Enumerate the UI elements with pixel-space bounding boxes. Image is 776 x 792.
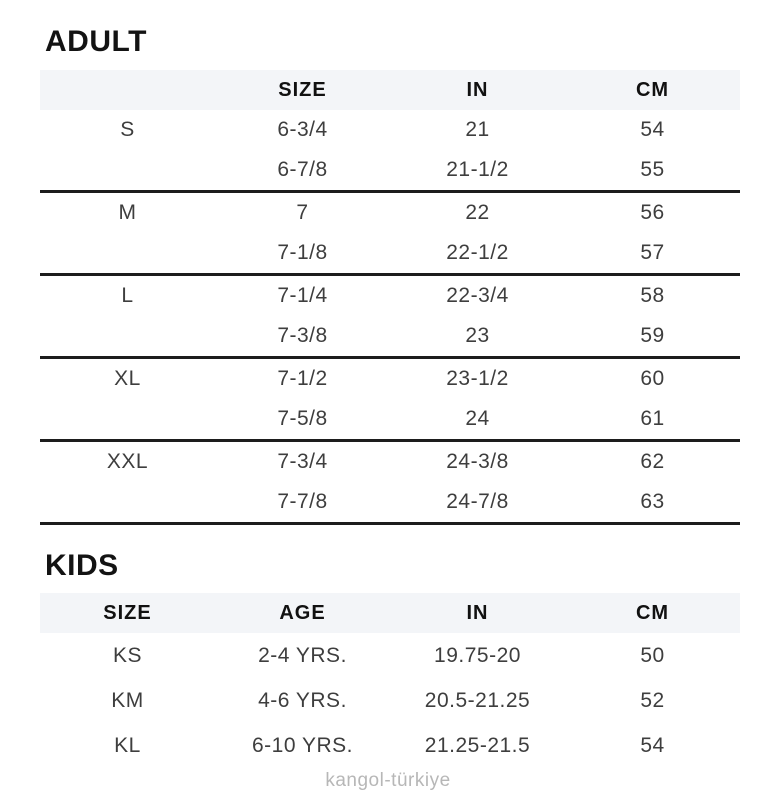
adult-size-table xyxy=(40,70,740,525)
site-credit-text: kangol-türkiye xyxy=(325,770,451,791)
table-row xyxy=(40,316,740,358)
header-row xyxy=(40,70,740,110)
kids-table-header xyxy=(40,593,740,633)
age-cell: 4-6 YRS. xyxy=(258,688,347,712)
in-cell: 22-3/4 xyxy=(446,284,509,307)
in-cell: 19.75-20 xyxy=(434,643,521,667)
table-row xyxy=(40,150,740,192)
kids-size-table xyxy=(40,593,740,768)
table-row xyxy=(40,723,740,768)
in-cell: 23-1/2 xyxy=(446,367,509,390)
size-group-label: S xyxy=(120,118,135,141)
size-cell: 7-3/4 xyxy=(277,450,328,473)
size-cell: 7-1/2 xyxy=(277,367,328,390)
table-row xyxy=(40,275,740,317)
age-cell: 2-4 YRS. xyxy=(258,643,347,667)
size-cell: 7-5/8 xyxy=(215,399,390,441)
cm-cell: 61 xyxy=(565,399,740,441)
size-group-label xyxy=(40,233,215,275)
column-header-size: SIZE xyxy=(215,70,390,110)
table-row xyxy=(40,482,740,524)
in-cell: 24 xyxy=(390,399,565,441)
size-cell: 7-1/4 xyxy=(277,284,328,307)
table-row xyxy=(40,678,740,723)
column-header-in: IN xyxy=(390,70,565,110)
column-header-age: AGE xyxy=(215,593,390,633)
table-row xyxy=(40,192,740,234)
size-group-label: XL xyxy=(114,367,141,390)
cm-cell: 62 xyxy=(640,450,665,473)
column-header-in: IN xyxy=(390,593,565,633)
kids-section-title: KIDS xyxy=(45,549,119,582)
size-group-label: KM xyxy=(111,688,144,712)
in-cell: 23 xyxy=(390,316,565,358)
table-row xyxy=(40,233,740,275)
age-cell: 6-10 YRS. xyxy=(252,733,353,757)
cm-cell: 59 xyxy=(565,316,740,358)
adult-table-header xyxy=(40,70,740,110)
size-group-label xyxy=(40,482,215,524)
header-row xyxy=(40,593,740,633)
cm-cell: 54 xyxy=(640,118,665,141)
size-group-label: KS xyxy=(112,643,142,667)
cm-cell: 58 xyxy=(640,284,665,307)
in-cell: 24-7/8 xyxy=(390,482,565,524)
cm-cell: 50 xyxy=(640,643,665,667)
size-cell: 6-3/4 xyxy=(277,118,328,141)
column-header-blank xyxy=(40,70,215,110)
adult-section-title: ADULT xyxy=(45,25,147,58)
cm-cell: 57 xyxy=(565,233,740,275)
table-row xyxy=(40,110,740,150)
size-cell: 7 xyxy=(296,201,309,224)
cm-cell: 54 xyxy=(640,733,665,757)
size-group-label xyxy=(40,316,215,358)
size-cell: 7-3/8 xyxy=(215,316,390,358)
size-group-label xyxy=(40,150,215,192)
in-cell: 21-1/2 xyxy=(390,150,565,192)
cm-cell: 60 xyxy=(640,367,665,390)
in-cell: 21.25-21.5 xyxy=(424,733,531,757)
in-cell: 20.5-21.25 xyxy=(424,688,531,712)
in-cell: 22-1/2 xyxy=(390,233,565,275)
table-row xyxy=(40,633,740,678)
size-group-label: M xyxy=(118,201,137,224)
cm-cell: 55 xyxy=(565,150,740,192)
in-cell: 22 xyxy=(465,201,490,224)
cm-cell: 56 xyxy=(640,201,665,224)
table-row xyxy=(40,399,740,441)
size-cell: 7-7/8 xyxy=(215,482,390,524)
size-cell: 6-7/8 xyxy=(215,150,390,192)
table-row xyxy=(40,358,740,400)
column-header-cm: CM xyxy=(565,70,740,110)
table-row xyxy=(40,441,740,483)
in-cell: 21 xyxy=(465,118,490,141)
size-group-label: XXL xyxy=(106,450,149,473)
size-group-label: L xyxy=(121,284,134,307)
in-cell: 24-3/8 xyxy=(446,450,509,473)
size-cell: 7-1/8 xyxy=(215,233,390,275)
size-group-label xyxy=(40,399,215,441)
column-header-cm: CM xyxy=(565,593,740,633)
size-group-label: KL xyxy=(114,733,141,757)
cm-cell: 63 xyxy=(565,482,740,524)
cm-cell: 52 xyxy=(640,688,665,712)
column-header-size: SIZE xyxy=(40,593,215,633)
